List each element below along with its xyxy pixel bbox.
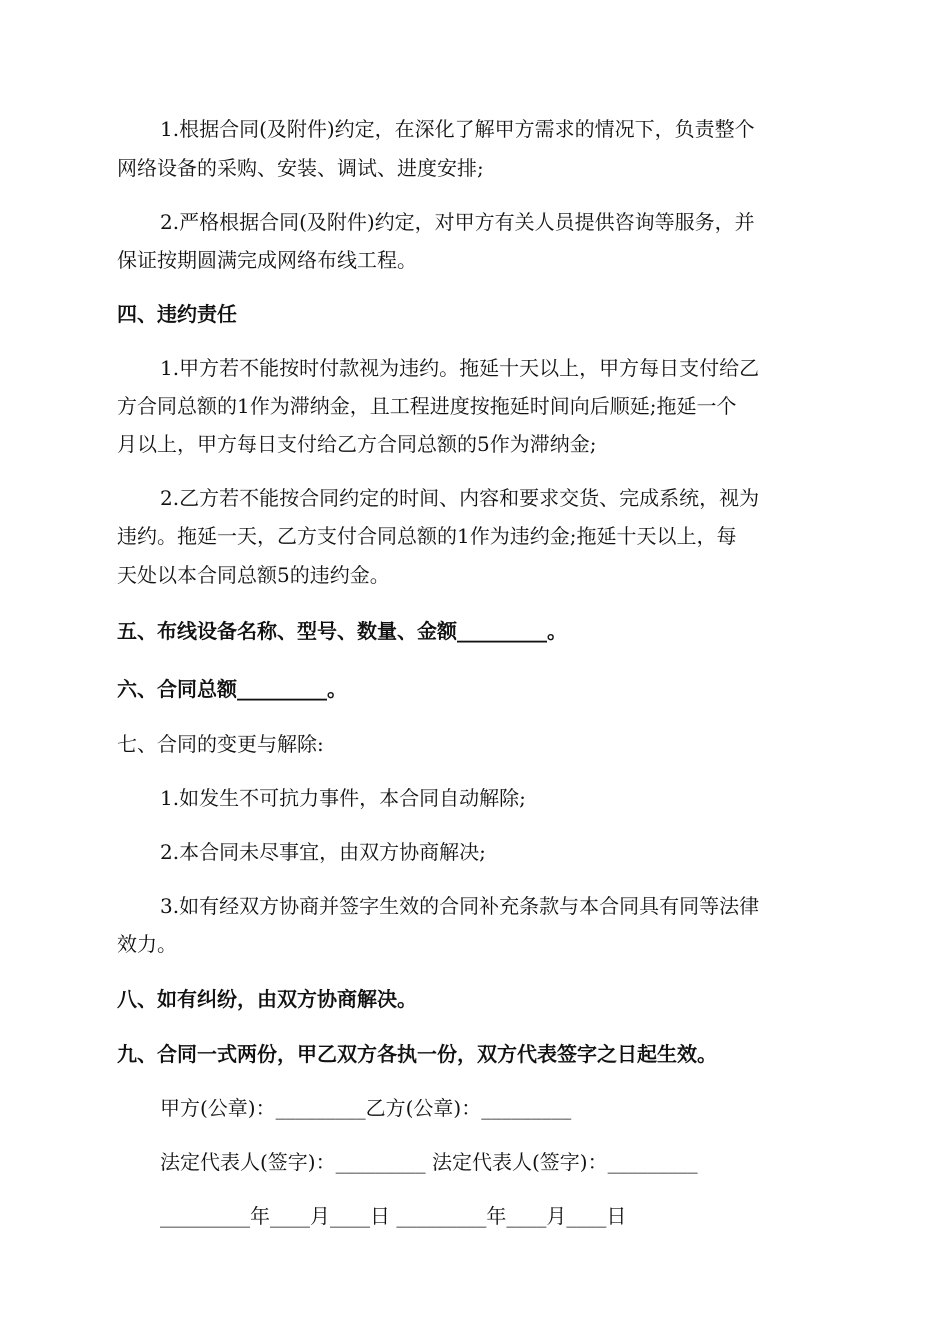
clause-3-item-2-line-1: 2.严格根据合同(及附件)约定，对甲方有关人员提供咨询等服务，并 [160, 210, 755, 234]
clause-7-item-1: 1.如发生不可抗力事件，本合同自动解除; [160, 786, 526, 810]
clause-3-item-1-line-2: 网络设备的采购、安装、调试、进度安排; [117, 156, 484, 180]
clause-4-item-2-line-3: 天处以本合同总额5的违约金。 [117, 563, 390, 587]
section-heading-5: 五、布线设备名称、型号、数量、金额_________。 [117, 619, 567, 643]
clause-7-item-3-line-2: 效力。 [117, 932, 177, 956]
signature-date-line: _________年____月____日 _________年____月____日 [160, 1204, 627, 1228]
seal-signature-line: 甲方(公章)：_________乙方(公章)：_________ [160, 1096, 572, 1120]
clause-3-item-1-line-1: 1.根据合同(及附件)约定，在深化了解甲方需求的情况下，负责整个 [160, 117, 755, 141]
representative-signature-line: 法定代表人(签字)：_________ 法定代表人(签字)：_________ [160, 1150, 698, 1174]
clause-7-item-2: 2.本合同未尽事宜，由双方协商解决; [160, 840, 486, 864]
section-heading-4: 四、违约责任 [117, 302, 237, 326]
clause-4-item-2-line-2: 违约。拖延一天，乙方支付合同总额的1作为违约金;拖延十天以上，每 [117, 524, 737, 548]
clause-4-item-1-line-2: 方合同总额的1作为滞纳金，且工程进度按拖延时间向后顺延;拖延一个 [117, 394, 737, 418]
section-heading-9: 九、合同一式两份，甲乙双方各执一份，双方代表签字之日起生效。 [117, 1042, 717, 1066]
clause-7-item-3-line-1: 3.如有经双方协商并签字生效的合同补充条款与本合同具有同等法律 [160, 894, 760, 918]
clause-4-item-2-line-1: 2.乙方若不能按合同约定的时间、内容和要求交货、完成系统，视为 [160, 486, 760, 510]
clause-4-item-1-line-1: 1.甲方若不能按时付款视为违约。拖延十天以上，甲方每日支付给乙 [160, 356, 760, 380]
clause-4-item-1-line-3: 月以上，甲方每日支付给乙方合同总额的5作为滞纳金; [117, 432, 597, 456]
clause-3-item-2-line-2: 保证按期圆满完成网络布线工程。 [117, 248, 417, 272]
section-heading-8: 八、如有纠纷，由双方协商解决。 [117, 987, 417, 1011]
section-heading-6: 六、合同总额_________。 [117, 677, 347, 701]
section-heading-7: 七、合同的变更与解除: [117, 732, 324, 756]
